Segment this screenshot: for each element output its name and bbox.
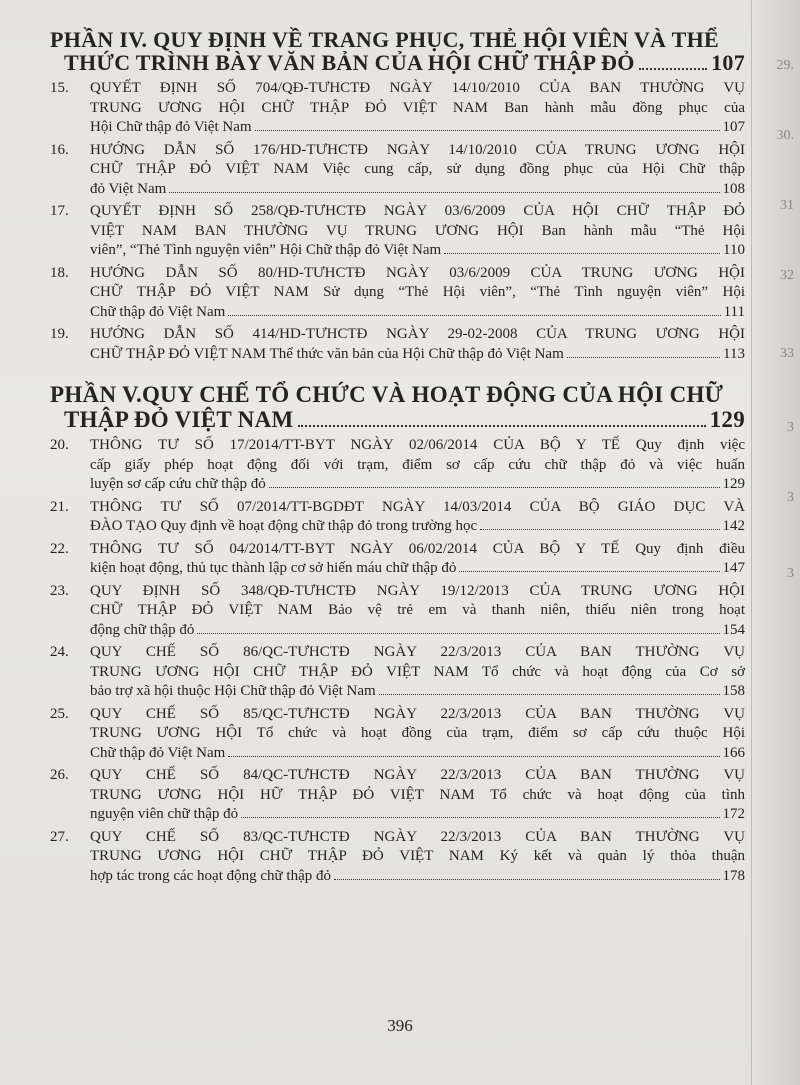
- entry-number: 24.: [50, 644, 69, 660]
- leader-dots: [228, 756, 719, 757]
- entry-text-line: VIỆT NAM BAN THƯỜNG VỤ TRUNG ƯƠNG HỘI Ban hành mẫu “Thẻ Hội: [90, 222, 745, 239]
- entry-number: 22.: [50, 540, 69, 557]
- entry-text-last-line: hợp tác trong các hoạt động chữ thập đỏ: [90, 867, 331, 884]
- toc-entry: [50, 582, 745, 641]
- toc-entry: [50, 79, 745, 138]
- entry-number: 17.: [50, 203, 69, 219]
- entry-number: 23.: [50, 582, 69, 599]
- entry-page-number: 158: [722, 683, 745, 699]
- entry-text-line: QUY CHẾ SỐ 84/QC-TƯHCTĐ NGÀY 22/3/2013 CỦA BAN THƯỜNG VỤ: [90, 767, 745, 783]
- entry-text-line: CHỮ THẬP ĐỎ VIỆT NAM Bảo vệ trẻ em và thanh niên, thiếu niên trong hoạt: [90, 602, 745, 618]
- toc-entry: [50, 436, 745, 495]
- toc-entry: [50, 766, 745, 825]
- entry-text-line: TRUNG ƯƠNG HỘI CHỮ THẬP ĐỎ VIỆT NAM Ký kết và quản lý thỏa thuận: [90, 848, 745, 864]
- entry-text-line: THÔNG TƯ SỐ 17/2014/TT-BYT NGÀY 02/06/2014 CỦA BỘ Y TẾ Quy định việc: [90, 437, 745, 453]
- entry-text-last-line: luyện sơ cấp cứu chữ thập đỏ: [90, 476, 266, 492]
- entry-body: [90, 582, 745, 641]
- entry-text-line: HƯỚNG DẪN SỐ 176/HD-TƯHCTĐ NGÀY 14/10/2010 CỦA TRUNG ƯƠNG HỘI: [90, 141, 745, 158]
- entry-body: [90, 141, 745, 200]
- entry-text-line: HƯỚNG DẪN SỐ 414/HD-TƯHCTĐ NGÀY 29-02-2008 CỦA TRUNG ƯƠNG HỘI: [90, 326, 745, 342]
- leader-dots: [639, 68, 707, 70]
- part-heading-line2: THẬP ĐỎ VIỆT NAM: [64, 407, 294, 432]
- entry-list: [50, 79, 745, 364]
- entry-text-line: TRUNG ƯƠNG HỘI Tổ chức và hoạt đồng của trạm, điểm sơ cấp cứu thuộc Hội: [90, 725, 745, 741]
- entry-body: [90, 436, 745, 495]
- entry-body: [90, 766, 745, 825]
- entry-text-last-line: kiện hoạt động, thủ tục thành lập cơ sở hiến máu chữ thập đỏ: [90, 560, 457, 576]
- leader-dots: [169, 192, 719, 193]
- entry-number: 16.: [50, 141, 69, 158]
- leader-dots: [480, 529, 719, 530]
- entry-number: 15.: [50, 80, 69, 96]
- entry-text-line: THÔNG TƯ SỐ 07/2014/TT-BGDĐT NGÀY 14/03/2014 CỦA BỘ GIÁO DỤC VÀ: [90, 498, 745, 515]
- part-heading-line1: PHẦN IV. QUY ĐỊNH VỀ TRANG PHỤC, THẺ HỘI VIÊN VÀ THỂ: [50, 27, 720, 52]
- entry-body: [90, 498, 745, 537]
- entry-text-last-line: động chữ thập đỏ: [90, 621, 195, 638]
- toc-entry: [50, 643, 745, 702]
- entry-text-line: QUY ĐỊNH SỐ 348/QĐ-TƯHCTĐ NGÀY 19/12/2013 CỦA TRUNG ƯƠNG HỘI: [90, 582, 745, 599]
- edge-number: 30.: [776, 128, 794, 143]
- part-page-number: 129: [709, 407, 745, 432]
- entry-text-line: HƯỚNG DẪN SỐ 80/HD-TƯHCTĐ NGÀY 03/6/2009 CỦA TRUNG ƯƠNG HỘI: [90, 264, 745, 281]
- entry-text-line: THÔNG TƯ SỐ 04/2014/TT-BYT NGÀY 06/02/2014 CỦA BỘ Y TẾ Quy định điều: [90, 540, 745, 557]
- entry-page-number: 142: [722, 518, 745, 534]
- entry-body: [90, 828, 745, 887]
- entry-text-line: CHỮ THẬP ĐỎ VIỆT NAM Việc cung cấp, sử dụng đồng phục của Hội Chữ thập: [90, 161, 745, 177]
- leader-dots: [334, 879, 720, 880]
- entry-page-number: 154: [722, 621, 745, 638]
- entry-body: [90, 705, 745, 764]
- table-of-contents: [50, 28, 745, 889]
- entry-text-last-line: bảo trợ xã hội thuộc Hội Chữ thập đỏ Việt Nam: [90, 683, 376, 699]
- entry-page-number: 147: [722, 560, 745, 576]
- entry-text-line: QUY CHẾ SỐ 85/QC-TƯHCTĐ NGÀY 22/3/2013 CỦA BAN THƯỜNG VỤ: [90, 705, 745, 722]
- page-number: 396: [387, 1016, 413, 1035]
- entry-text-line: QUY CHẾ SỐ 86/QC-TƯHCTĐ NGÀY 22/3/2013 CỦA BAN THƯỜNG VỤ: [90, 644, 745, 660]
- entry-text-last-line: viên”, “Thẻ Tình nguyện viên” Hội Chữ thập đỏ Việt Nam: [90, 242, 442, 258]
- entry-text-line: QUYẾT ĐỊNH SỐ 258/QĐ-TƯHCTĐ NGÀY 03/6/2009 CỦA HỘI CHỮ THẬP ĐỎ: [90, 203, 745, 219]
- next-page-edge: [751, 0, 800, 1085]
- part-heading: [50, 382, 745, 432]
- entry-body: [90, 79, 745, 138]
- entry-text-last-line: đỏ Việt Nam: [90, 180, 167, 197]
- part-page-number: 107: [711, 50, 745, 75]
- entry-list: [50, 436, 745, 886]
- leader-dots: [298, 425, 706, 427]
- entry-text-line: QUY CHẾ SỐ 83/QC-TƯHCTĐ NGÀY 22/3/2013 CỦA BAN THƯỜNG VỤ: [90, 828, 745, 845]
- toc-entry: [50, 141, 745, 200]
- entry-body: [90, 202, 745, 261]
- entry-page-number: 107: [722, 119, 745, 135]
- entry-text-line: TRUNG ƯƠNG HỘI CHỮ THẬP ĐỎ VIỆT NAM Tổ chức và hoạt động của Cơ sở: [90, 663, 745, 680]
- entry-text-line: QUYẾT ĐỊNH SỐ 704/QĐ-TƯHCTĐ NGÀY 14/10/2010 CỦA BAN THƯỜNG VỤ: [90, 80, 745, 96]
- entry-page-number: 113: [723, 345, 745, 362]
- entry-page-number: 110: [723, 242, 745, 258]
- part-heading-line1: PHẦN V.QUY CHẾ TỔ CHỨC VÀ HOẠT ĐỘNG CỦA HỘI CHỮ: [50, 382, 724, 407]
- leader-dots: [269, 487, 720, 488]
- edge-number: 3: [787, 490, 794, 505]
- entry-text-line: TRUNG ƯƠNG HỘI HỮ THẬP ĐỎ VIỆT NAM Tổ chức và hoạt động của tình: [90, 786, 745, 803]
- entry-text-line: CHỮ THẬP ĐỎ VIỆT NAM Sử dụng “Thẻ Hội viên”, “Thẻ Tình nguyện viên” Hội: [90, 284, 745, 300]
- edge-number: 33: [780, 346, 794, 361]
- entry-text-last-line: Hội Chữ thập đỏ Việt Nam: [90, 119, 252, 135]
- entry-page-number: 178: [722, 867, 745, 884]
- entry-number: 20.: [50, 437, 69, 453]
- entry-page-number: 172: [722, 806, 745, 822]
- toc-entry: [50, 498, 745, 537]
- edge-number: 32: [780, 268, 794, 283]
- entry-number: 27.: [50, 828, 69, 845]
- toc-entry: [50, 828, 745, 887]
- entry-number: 26.: [50, 767, 69, 783]
- entry-number: 19.: [50, 326, 69, 342]
- leader-dots: [379, 694, 720, 695]
- toc-entry: [50, 705, 745, 764]
- edge-number: 3: [787, 420, 794, 435]
- entry-text-line: cấp giấy phép hoạt động đối với trạm, điểm sơ cấp cứu chữ thập đỏ và việc huấn: [90, 456, 745, 473]
- entry-page-number: 129: [722, 476, 745, 492]
- entry-page-number: 111: [723, 303, 745, 320]
- part-heading: [50, 28, 745, 75]
- leader-dots: [444, 253, 720, 254]
- entry-text-last-line: Chữ thập đỏ Việt Nam: [90, 744, 226, 761]
- leader-dots: [459, 571, 719, 572]
- edge-number: 3: [787, 566, 794, 581]
- leader-dots: [255, 130, 720, 131]
- leader-dots: [228, 315, 720, 316]
- entry-body: [90, 264, 745, 323]
- entry-text-last-line: CHỮ THẬP ĐỎ VIỆT NAM Thể thức văn bản của Hội Chữ thập đỏ Việt Nam: [90, 345, 564, 362]
- entry-page-number: 166: [722, 744, 745, 761]
- entry-text-line: TRUNG ƯƠNG HỘI CHỮ THẬP ĐỎ VIỆT NAM Ban hành mẫu đồng phục của: [90, 99, 745, 116]
- leader-dots: [197, 633, 719, 634]
- edge-number: 29.: [776, 58, 794, 73]
- entry-text-last-line: Chữ thập đỏ Việt Nam: [90, 303, 226, 320]
- entry-text-last-line: ĐÀO TẠO Quy định về hoạt động chữ thập đỏ trong trường học: [90, 518, 478, 534]
- part-heading-line2: THỨC TRÌNH BÀY VĂN BẢN CỦA HỘI CHỮ THẬP ĐỎ: [64, 50, 635, 75]
- toc-entry: [50, 202, 745, 261]
- entry-body: [90, 540, 745, 579]
- entry-number: 18.: [50, 264, 69, 281]
- leader-dots: [241, 817, 719, 818]
- edge-number: 31: [780, 198, 794, 213]
- entry-text-last-line: nguyện viên chữ thập đỏ: [90, 806, 239, 822]
- toc-entry: [50, 540, 745, 579]
- toc-entry: [50, 264, 745, 323]
- leader-dots: [567, 357, 720, 358]
- entry-number: 25.: [50, 705, 69, 722]
- entry-page-number: 108: [722, 180, 745, 197]
- toc-entry: [50, 325, 745, 364]
- entry-number: 21.: [50, 498, 69, 515]
- entry-body: [90, 643, 745, 702]
- entry-body: [90, 325, 745, 364]
